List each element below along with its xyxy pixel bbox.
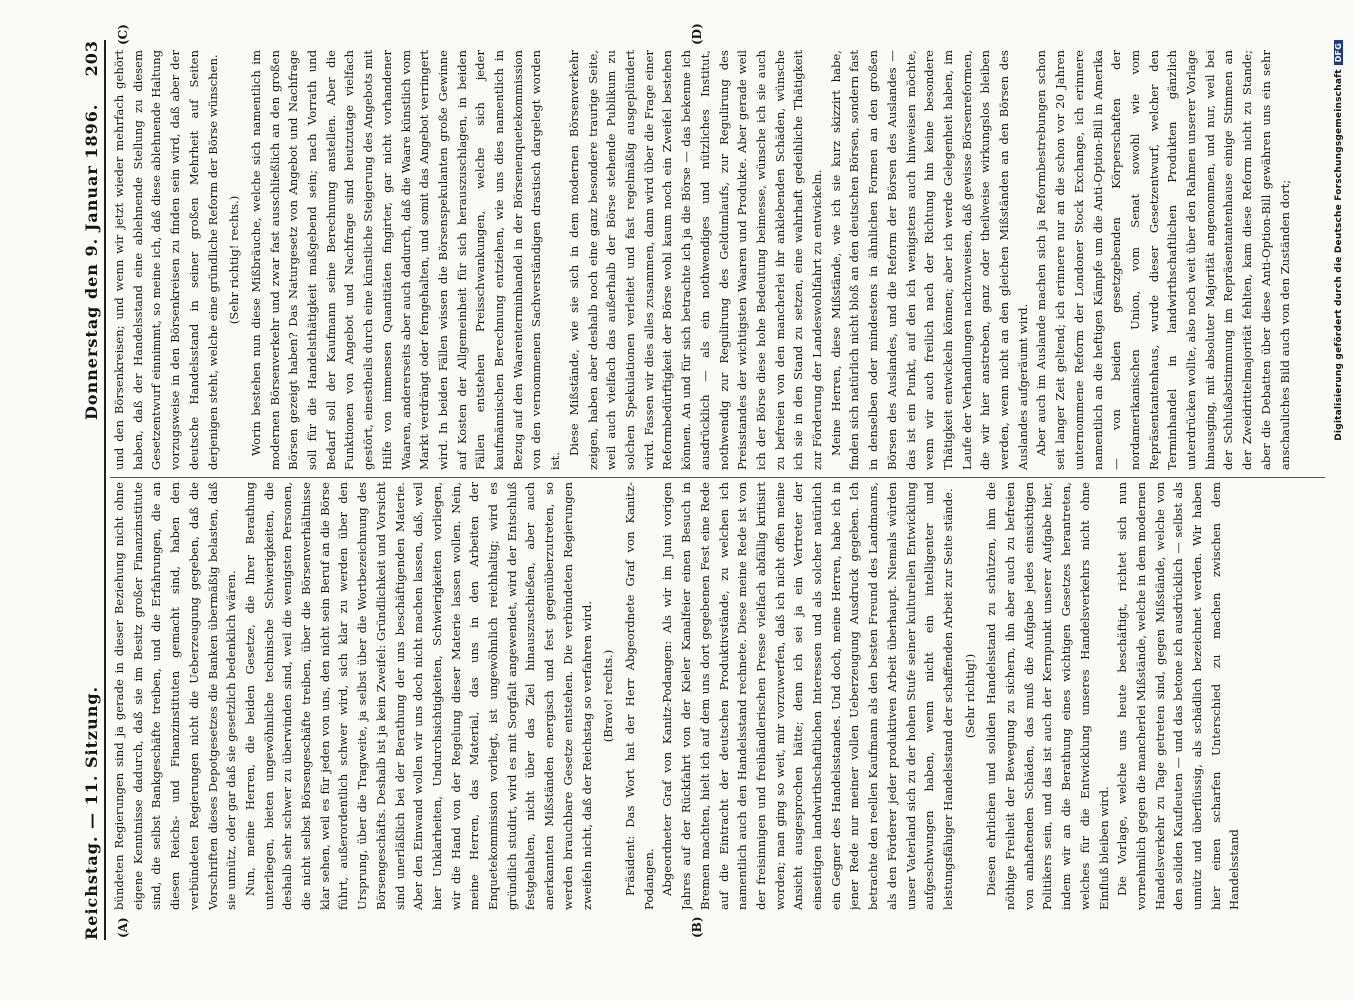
margin-mark-a: (A)	[116, 917, 130, 938]
paragraph: Meine Herren, diese Mißstände, wie ich sie kurz skizzirt habe, finden sich natürlich nicht bloß an den deutschen Börsen, sondern fast in denselben oder mindestens in ähnlichen Formen an den großen Börsen des Auslandes, und die Reform der Börsen des Auslandes — das ist ein Punkt, auf den ich wenigstens auch hinweisen möchte, wenn wir auch freilich nach der Richtung hin keine besondere Thätigkeit entwickeln können; aber ich werde Gelegenheit haben, im Laufe der Verhandlungen nachzuweisen, daß gewisse Börsenreformen, die wir hier anstreben, ganz oder theilweise wirkungslos bleiben werden, wenn nicht an den gleichen Mißständen an den Börsen des Auslandes aufgeräumt wird.	[828, 50, 1030, 470]
digitization-credit	[1334, 40, 1344, 441]
paragraph: Aber auch im Auslande machen sich ja Reformbestrebungen schon seit langer Zeit geltend; ich erinnere nur an die schon vor 20 Jahren unternommene Reform der Londoner Stock Exchange, ich erinnere namentlich an die heftigen Kämpfe um die Anti-Option-Bill in Amerika — von beiden gesetzgebenden Körperschaften der nordamerikanischen Union, vom Senat sowohl wie vom Repräsentantenhaus, wurde dieser Gesetzentwurf, welcher den Terminhandel in landwirthschaftlichen Produkten gänzlich unterdrücken wollte, also noch weit über den Rahmen unserer Vorlage hinausging, mit absoluter Majorität angenommen, und nur, weil bei der Schlußabstimmung im Repräsentantenhause einige Stimmen an der Zweidrittelmajorität fehlten, kam diese Reform nicht zu Stande; aber die Debatten über diese Anti-Option-Bill gewähren uns ein sehr anschauliches Bild auch von den Zuständen dort;	[1034, 50, 1292, 470]
dfg-logo: DFG	[1334, 40, 1343, 65]
paragraph: (Sehr richtig!)	[962, 653, 977, 739]
margin-mark-d: (D)	[690, 23, 704, 45]
paragraph: und den Börsenkreisen; und wenn wir jetzt wieder mehrfach gehört haben, daß der Handelsstand eine ablehnende Stellung zu diesem Gesetzentwurf einnimmt, so meine ich, daß diese ablehnende Haltung vorzugsweise in den Börsenkreisen zu finden sein wird, daß aber der deutsche Handelsstand in seiner großen Mehrheit auf Seiten derjenigen steht, welche eine gründliche Reform der Börse wünschen.	[112, 50, 220, 470]
paragraph: Diese Mißstände, wie sie sich in dem modernen Börsenverkehr zeigen, haben aber deshalb noch eine ganz besondere traurige Seite, weil auch vielfach das außerhalb der Börse stehende Publikum zu solchen Spekulationen verleitet und fast regelmäßig ausgeplündert wird. Fassen wir dies alles zusammen, dann wird über die Frage einer Reformbedürftigkeit der Börse wohl kaum noch ein Zweifel bestehen können. An und für sich betrachte ich ja die Börse — das bekenne ich ausdrücklich — als ein nothwendiges und nützliches Institut, nothwendig zur Regulirung des Geldumlaufs, zur Regulirung des Preisstandes der wichtigsten Waaren und Produkte. Aber gerade weil ich der Börse diese hohe Bedeutung beimesse, wünsche ich sie auch zu befreien von den mancherlei ihr anklebenden Schäden, wünsche ich sie in den Stand zu setzen, eine wahrhaft gedeihliche Thätigkeit zur Förderung der Landeswohlfahrt zu entwickeln.	[566, 50, 825, 470]
left-column	[110, 482, 1320, 910]
credit-text: Digitalisierung gefördert durch die Deutsche Forschungsgemeinschaft	[1334, 69, 1344, 441]
margin-mark-c: (C)	[116, 24, 130, 45]
paragraph: Diesen ehrlichen und soliden Handelsstand zu schützen, ihm die nöthige Freiheit der Bewegung zu sichern, ihn aber auch zu befreien von anhaftenden Schäden, das muß die Aufgabe jedes einsichtigen Politikers sein, und das ist auch der Kernpunkt unserer Aufgabe hier, indem wir an die Berathung eines wichtigen Gesetzes herantreten, welches für die Entwicklung unseres Handelsverkehrs nicht ohne Einfluß bleiben wird.	[984, 482, 1111, 910]
paragraph: Abgeordneter Graf von Kanitz-Podangen: Als wir im Juni vorigen Jahres auf der Rückfahrt von der Kieler Kanalfeier einen Besuch in Bremen machten, hielt ich auf dem uns dort gegebenen Fest eine Rede auf die Eintracht der deutschen Produktivstände, zu welchen ich namentlich auch den Handelsstand rechnete. Diese meine Rede ist von der freisinnigen und freihändlerischen Presse vielfach abfällig kritisirt worden; man ging so weit, mir vorzuwerfen, daß ich nicht offen meine Ansicht ausgesprochen hätte; denn ich sei ja ein Vertreter der einseitigen landwirthschaftlichen Interessen und als solcher natürlich ein Gegner des Handelsstandes. Und doch, meine Herren, habe ich in jener Rede nur meiner vollen Ueberzeugung Ausdruck gegeben. Ich betrachte den reellen Kaufmann als den besten Freund des Landmanns, als den Förderer jeder produktiven Arbeit überhaupt. Niemals würden unser Vaterland sich zu der hohen Stufe seiner kulturellen Entwicklung aufgeschwungen haben, wenn nicht ein intelligenter und leistungsfähiger Handelsstand der schaffenden Arbeit zur Seite stände.	[660, 482, 955, 910]
right-column	[110, 50, 1320, 470]
paragraph: Die Vorlage, welche uns heute beschäftigt, richtet sich nun vornehmlich gegen die mancherlei Mißstände, welche in dem modernen Handelsverkehr zu Tage getreten sind, gegen Mißstände, welche von den soliden Kaufleuten — und das betone ich ausdrücklich — selbst als unnütz und überflüssig, als schädlich bezeichnet werden. Wir haben hier einen scharfen Unterschied zu machen zwischen dem Handelsstand	[1115, 482, 1242, 910]
page-number: 203	[82, 40, 101, 77]
paragraph: (Bravo! rechts.)	[601, 649, 616, 743]
paragraph: (Sehr richtig! rechts.)	[227, 195, 242, 325]
paragraph: Worin bestehen nun diese Mißbräuche, welche sich namentlich im modernen Börsenverkehr und zwar fast ausschließlich an den großen Börsen gezeigt haben? Das Naturgesetz von Angebot und Nachfrage soll für die Handelsthätigkeit maßgebend sein; nach Vorrath und Bedarf soll der Kaufmann seine Berechnung anstellen. Aber die Funktionen von Angebot und Nachfrage sind heutzutage vielfach gestört, einestheils durch eine künstliche Steigerung des Angebots mit Hilfe von immensen Quantitäten fingirter, gar nicht vorhandener Waaren, andererseits aber auch dadurch, daß die Waare künstlich vom Markt verdrängt oder ferngehalten, und somit das Angebot verringert wird. In beiden Fällen wissen die Börsenspekulanten große Gewinne auf Kosten der Allgemeinheit für sich herauszuschlagen, in beiden Fällen entstehen Preisschwankungen, welche sich jeder kaufmännischen Berechnung entziehen, wie uns dies namentlich in Bezug auf den Waarenterminhandel in der Börsenenquetekommission von den vernommenen Sachverständigen drastisch dargelegt worden ist.	[248, 50, 563, 470]
paragraph: bündeten Regierungen sind ja gerade in dieser Beziehung nicht ohne eigene Kenntnisse dadurch, daß sie im Besitz großer Finanzinstitute sind, die selbst Bankgeschäfte treiben, und die Erfahrungen, die an diesen Reichs- und Finanzinstituten gemacht sind, haben den verbündeten Regierungen nicht die Ueberzeugung gegeben, daß die Vorschriften dieses Depotgesetzes die Banken übermäßig belasten, daß sie unnütz, oder gar daß sie gesetzlich bedenklich wären.	[112, 482, 239, 910]
column-divider	[110, 477, 1325, 478]
paragraph: Nun, meine Herren, die beiden Gesetze, die Ihrer Berathung unterliegen, bieten ungewöhnliche technische Schwierigkeiten, die deshalb sehr schwer zu überwinden sind, weil die wenigsten Personen, die nicht selbst Börsengeschäfte treiben, über die Börsenverhältnisse klar sehen, weil es für jeden von uns, den nicht sein Beruf an die Börse führt, außerordentlich schwer wird, sich klar zu werden über den Ursprung, über die Tragweite, ja selbst über die Wortbezeichnung des Börsengeschäfts. Deshalb ist ja kein Zweifel: Gründlichkeit und Vorsicht sind unerläßlich bei der Berathung der uns beschäftigenden Materie. Aber den Einwand wollen wir uns doch nicht machen lassen, daß, weil hier Unklarheiten, Undurchsichtigkeiten, Schwierigkeiten vorliegen, wir die Hand von der Regelung dieser Materie lassen wollen. Nein, meine Herren, das Material, das uns in den Arbeiten der Enquetekommission vorliegt, ist ungewöhnlich reichhaltig; wird es gründlich studirt, wird es mit Sorgfalt angewendet, wird der Entschluß festgehalten, nicht über das Ziel hinauszuschießen, aber auch anerkannten Mißständen energisch und fest gegenüberzutreten, so werden brauchbare Gesetze entstehen. Die verbündeten Regierungen zweifeln nicht, daß der Reichstag so verfahren wird.	[242, 482, 594, 910]
paragraph: Präsident: Das Wort hat der Herr Abgeordnete Graf von Kanitz-Podangen.	[622, 482, 656, 910]
header-session: Reichstag. — 11. Sitzung.	[82, 685, 101, 940]
margin-mark-b: (B)	[690, 916, 704, 938]
header-rule	[104, 40, 106, 940]
page-header	[82, 40, 106, 940]
header-date: Donnerstag den 9. Januar 1896.	[82, 103, 101, 420]
